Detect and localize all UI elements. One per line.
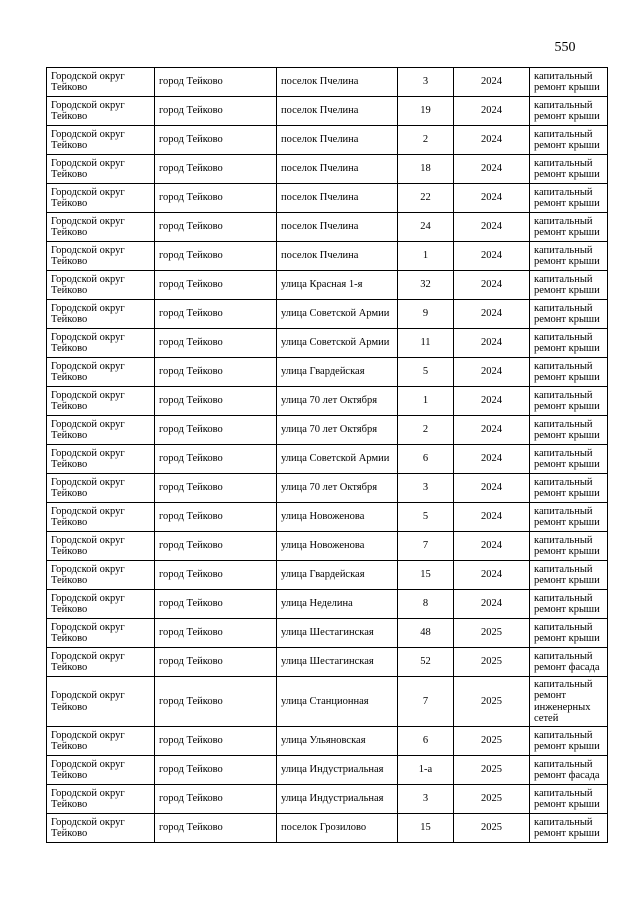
city-cell: город Тейково xyxy=(155,213,277,242)
house-number-cell: 22 xyxy=(398,184,454,213)
year-cell: 2024 xyxy=(454,271,530,300)
table-row xyxy=(47,387,608,416)
municipality-cell: Городской округ Тейково xyxy=(47,329,155,358)
street-cell: улица Индустриальная xyxy=(277,756,398,785)
year-cell: 2024 xyxy=(454,68,530,97)
city-cell: город Тейково xyxy=(155,503,277,532)
city-cell: город Тейково xyxy=(155,756,277,785)
table-row xyxy=(47,300,608,329)
municipality-cell: Городской округ Тейково xyxy=(47,814,155,843)
municipality-cell: Городской округ Тейково xyxy=(47,300,155,329)
table-row xyxy=(47,619,608,648)
municipality-cell: Городской округ Тейково xyxy=(47,97,155,126)
work-type-cell: капитальный ремонт крыши xyxy=(530,329,608,358)
work-type-cell: капитальный ремонт крыши xyxy=(530,213,608,242)
table-row xyxy=(47,358,608,387)
table-row xyxy=(47,68,608,97)
work-type-cell: капитальный ремонт крыши xyxy=(530,727,608,756)
municipality-cell: Городской округ Тейково xyxy=(47,727,155,756)
city-cell: город Тейково xyxy=(155,97,277,126)
table-row xyxy=(47,329,608,358)
city-cell: город Тейково xyxy=(155,416,277,445)
year-cell: 2024 xyxy=(454,97,530,126)
house-number-cell: 18 xyxy=(398,155,454,184)
work-type-cell: капитальный ремонт крыши xyxy=(530,503,608,532)
table-row xyxy=(47,445,608,474)
work-type-cell: капитальный ремонт крыши xyxy=(530,474,608,503)
street-cell: поселок Грозилово xyxy=(277,814,398,843)
year-cell: 2024 xyxy=(454,416,530,445)
year-cell: 2024 xyxy=(454,387,530,416)
street-cell: улица Советской Армии xyxy=(277,300,398,329)
municipality-cell: Городской округ Тейково xyxy=(47,474,155,503)
work-type-cell: капитальный ремонт инженерных сетей xyxy=(530,677,608,727)
table-row xyxy=(47,727,608,756)
work-type-cell: капитальный ремонт крыши xyxy=(530,97,608,126)
work-type-cell: капитальный ремонт крыши xyxy=(530,619,608,648)
municipality-cell: Городской округ Тейково xyxy=(47,358,155,387)
year-cell: 2024 xyxy=(454,474,530,503)
street-cell: улица Гвардейская xyxy=(277,358,398,387)
house-number-cell: 8 xyxy=(398,590,454,619)
table-row xyxy=(47,155,608,184)
municipality-cell: Городской округ Тейково xyxy=(47,213,155,242)
work-type-cell: капитальный ремонт крыши xyxy=(530,271,608,300)
year-cell: 2025 xyxy=(454,785,530,814)
house-number-cell: 11 xyxy=(398,329,454,358)
house-number-cell: 3 xyxy=(398,68,454,97)
year-cell: 2025 xyxy=(454,677,530,727)
street-cell: поселок Пчелина xyxy=(277,242,398,271)
table-row xyxy=(47,503,608,532)
city-cell: город Тейково xyxy=(155,445,277,474)
municipality-cell: Городской округ Тейково xyxy=(47,648,155,677)
house-number-cell: 19 xyxy=(398,97,454,126)
street-cell: улица Шестагинская xyxy=(277,619,398,648)
table-row xyxy=(47,785,608,814)
municipality-cell: Городской округ Тейково xyxy=(47,785,155,814)
city-cell: город Тейково xyxy=(155,814,277,843)
house-number-cell: 9 xyxy=(398,300,454,329)
year-cell: 2024 xyxy=(454,242,530,271)
work-type-cell: капитальный ремонт крыши xyxy=(530,387,608,416)
city-cell: город Тейково xyxy=(155,590,277,619)
table-row xyxy=(47,677,608,727)
work-type-cell: капитальный ремонт крыши xyxy=(530,184,608,213)
street-cell: улица Советской Армии xyxy=(277,445,398,474)
street-cell: улица 70 лет Октября xyxy=(277,416,398,445)
municipality-cell: Городской округ Тейково xyxy=(47,184,155,213)
work-type-cell: капитальный ремонт крыши xyxy=(530,532,608,561)
house-number-cell: 2 xyxy=(398,126,454,155)
year-cell: 2024 xyxy=(454,126,530,155)
table-row xyxy=(47,532,608,561)
municipality-cell: Городской округ Тейково xyxy=(47,68,155,97)
house-number-cell: 3 xyxy=(398,785,454,814)
municipality-cell: Городской округ Тейково xyxy=(47,619,155,648)
city-cell: город Тейково xyxy=(155,677,277,727)
city-cell: город Тейково xyxy=(155,727,277,756)
city-cell: город Тейково xyxy=(155,126,277,155)
house-number-cell: 15 xyxy=(398,814,454,843)
city-cell: город Тейково xyxy=(155,329,277,358)
work-type-cell: капитальный ремонт крыши xyxy=(530,155,608,184)
year-cell: 2024 xyxy=(454,184,530,213)
street-cell: улица Неделина xyxy=(277,590,398,619)
street-cell: улица 70 лет Октября xyxy=(277,474,398,503)
house-number-cell: 2 xyxy=(398,416,454,445)
year-cell: 2025 xyxy=(454,814,530,843)
municipality-cell: Городской округ Тейково xyxy=(47,155,155,184)
year-cell: 2024 xyxy=(454,445,530,474)
page-number: 550 xyxy=(554,40,576,55)
year-cell: 2024 xyxy=(454,329,530,358)
table-row xyxy=(47,126,608,155)
year-cell: 2025 xyxy=(454,756,530,785)
street-cell: поселок Пчелина xyxy=(277,126,398,155)
city-cell: город Тейково xyxy=(155,532,277,561)
municipality-cell: Городской округ Тейково xyxy=(47,590,155,619)
city-cell: город Тейково xyxy=(155,68,277,97)
house-number-cell: 6 xyxy=(398,445,454,474)
city-cell: город Тейково xyxy=(155,242,277,271)
house-number-cell: 3 xyxy=(398,474,454,503)
city-cell: город Тейково xyxy=(155,155,277,184)
city-cell: город Тейково xyxy=(155,184,277,213)
city-cell: город Тейково xyxy=(155,271,277,300)
city-cell: город Тейково xyxy=(155,358,277,387)
street-cell: поселок Пчелина xyxy=(277,97,398,126)
street-cell: поселок Пчелина xyxy=(277,155,398,184)
year-cell: 2024 xyxy=(454,532,530,561)
city-cell: город Тейково xyxy=(155,785,277,814)
year-cell: 2024 xyxy=(454,503,530,532)
city-cell: город Тейково xyxy=(155,648,277,677)
table-row xyxy=(47,561,608,590)
house-number-cell: 15 xyxy=(398,561,454,590)
year-cell: 2024 xyxy=(454,155,530,184)
house-number-cell: 52 xyxy=(398,648,454,677)
work-type-cell: капитальный ремонт фасада xyxy=(530,648,608,677)
house-number-cell: 7 xyxy=(398,677,454,727)
table-row xyxy=(47,242,608,271)
municipality-cell: Городской округ Тейково xyxy=(47,271,155,300)
street-cell: улица Гвардейская xyxy=(277,561,398,590)
city-cell: город Тейково xyxy=(155,300,277,329)
work-type-cell: капитальный ремонт крыши xyxy=(530,785,608,814)
municipality-cell: Городской округ Тейково xyxy=(47,126,155,155)
street-cell: улица Станционная xyxy=(277,677,398,727)
municipality-cell: Городской округ Тейково xyxy=(47,242,155,271)
year-cell: 2024 xyxy=(454,590,530,619)
house-number-cell: 5 xyxy=(398,358,454,387)
street-cell: улица Красная 1-я xyxy=(277,271,398,300)
year-cell: 2024 xyxy=(454,561,530,590)
table-body xyxy=(47,68,608,843)
table-row xyxy=(47,416,608,445)
year-cell: 2024 xyxy=(454,300,530,329)
street-cell: улица Советской Армии xyxy=(277,329,398,358)
work-type-cell: капитальный ремонт крыши xyxy=(530,445,608,474)
table-row xyxy=(47,97,608,126)
table-row xyxy=(47,814,608,843)
municipality-cell: Городской округ Тейково xyxy=(47,756,155,785)
table-row xyxy=(47,474,608,503)
table-row xyxy=(47,590,608,619)
municipality-cell: Городской округ Тейково xyxy=(47,677,155,727)
municipality-cell: Городской округ Тейково xyxy=(47,532,155,561)
work-type-cell: капитальный ремонт крыши xyxy=(530,561,608,590)
year-cell: 2025 xyxy=(454,727,530,756)
house-number-cell: 5 xyxy=(398,503,454,532)
street-cell: улица Шестагинская xyxy=(277,648,398,677)
house-number-cell: 1 xyxy=(398,242,454,271)
work-type-cell: капитальный ремонт крыши xyxy=(530,416,608,445)
house-number-cell: 48 xyxy=(398,619,454,648)
city-cell: город Тейково xyxy=(155,474,277,503)
street-cell: поселок Пчелина xyxy=(277,213,398,242)
house-number-cell: 7 xyxy=(398,532,454,561)
table-row xyxy=(47,271,608,300)
house-number-cell: 1 xyxy=(398,387,454,416)
city-cell: город Тейково xyxy=(155,619,277,648)
street-cell: улица Ульяновская xyxy=(277,727,398,756)
work-type-cell: капитальный ремонт фасада xyxy=(530,756,608,785)
table-row xyxy=(47,648,608,677)
street-cell: поселок Пчелина xyxy=(277,68,398,97)
municipality-cell: Городской округ Тейково xyxy=(47,561,155,590)
municipality-cell: Городской округ Тейково xyxy=(47,503,155,532)
street-cell: поселок Пчелина xyxy=(277,184,398,213)
year-cell: 2025 xyxy=(454,648,530,677)
year-cell: 2024 xyxy=(454,213,530,242)
house-number-cell: 6 xyxy=(398,727,454,756)
work-type-cell: капитальный ремонт крыши xyxy=(530,242,608,271)
house-number-cell: 24 xyxy=(398,213,454,242)
year-cell: 2025 xyxy=(454,619,530,648)
work-type-cell: капитальный ремонт крыши xyxy=(530,300,608,329)
table-row xyxy=(47,213,608,242)
city-cell: город Тейково xyxy=(155,387,277,416)
work-type-cell: капитальный ремонт крыши xyxy=(530,358,608,387)
table-row xyxy=(47,184,608,213)
house-number-cell: 1-а xyxy=(398,756,454,785)
repair-schedule-table xyxy=(46,67,608,843)
municipality-cell: Городской округ Тейково xyxy=(47,416,155,445)
street-cell: улица Новоженова xyxy=(277,503,398,532)
house-number-cell: 32 xyxy=(398,271,454,300)
work-type-cell: капитальный ремонт крыши xyxy=(530,590,608,619)
year-cell: 2024 xyxy=(454,358,530,387)
street-cell: улица Новоженова xyxy=(277,532,398,561)
street-cell: улица 70 лет Октября xyxy=(277,387,398,416)
street-cell: улица Индустриальная xyxy=(277,785,398,814)
table-row xyxy=(47,756,608,785)
municipality-cell: Городской округ Тейково xyxy=(47,387,155,416)
city-cell: город Тейково xyxy=(155,561,277,590)
work-type-cell: капитальный ремонт крыши xyxy=(530,814,608,843)
work-type-cell: капитальный ремонт крыши xyxy=(530,126,608,155)
work-type-cell: капитальный ремонт крыши xyxy=(530,68,608,97)
municipality-cell: Городской округ Тейково xyxy=(47,445,155,474)
